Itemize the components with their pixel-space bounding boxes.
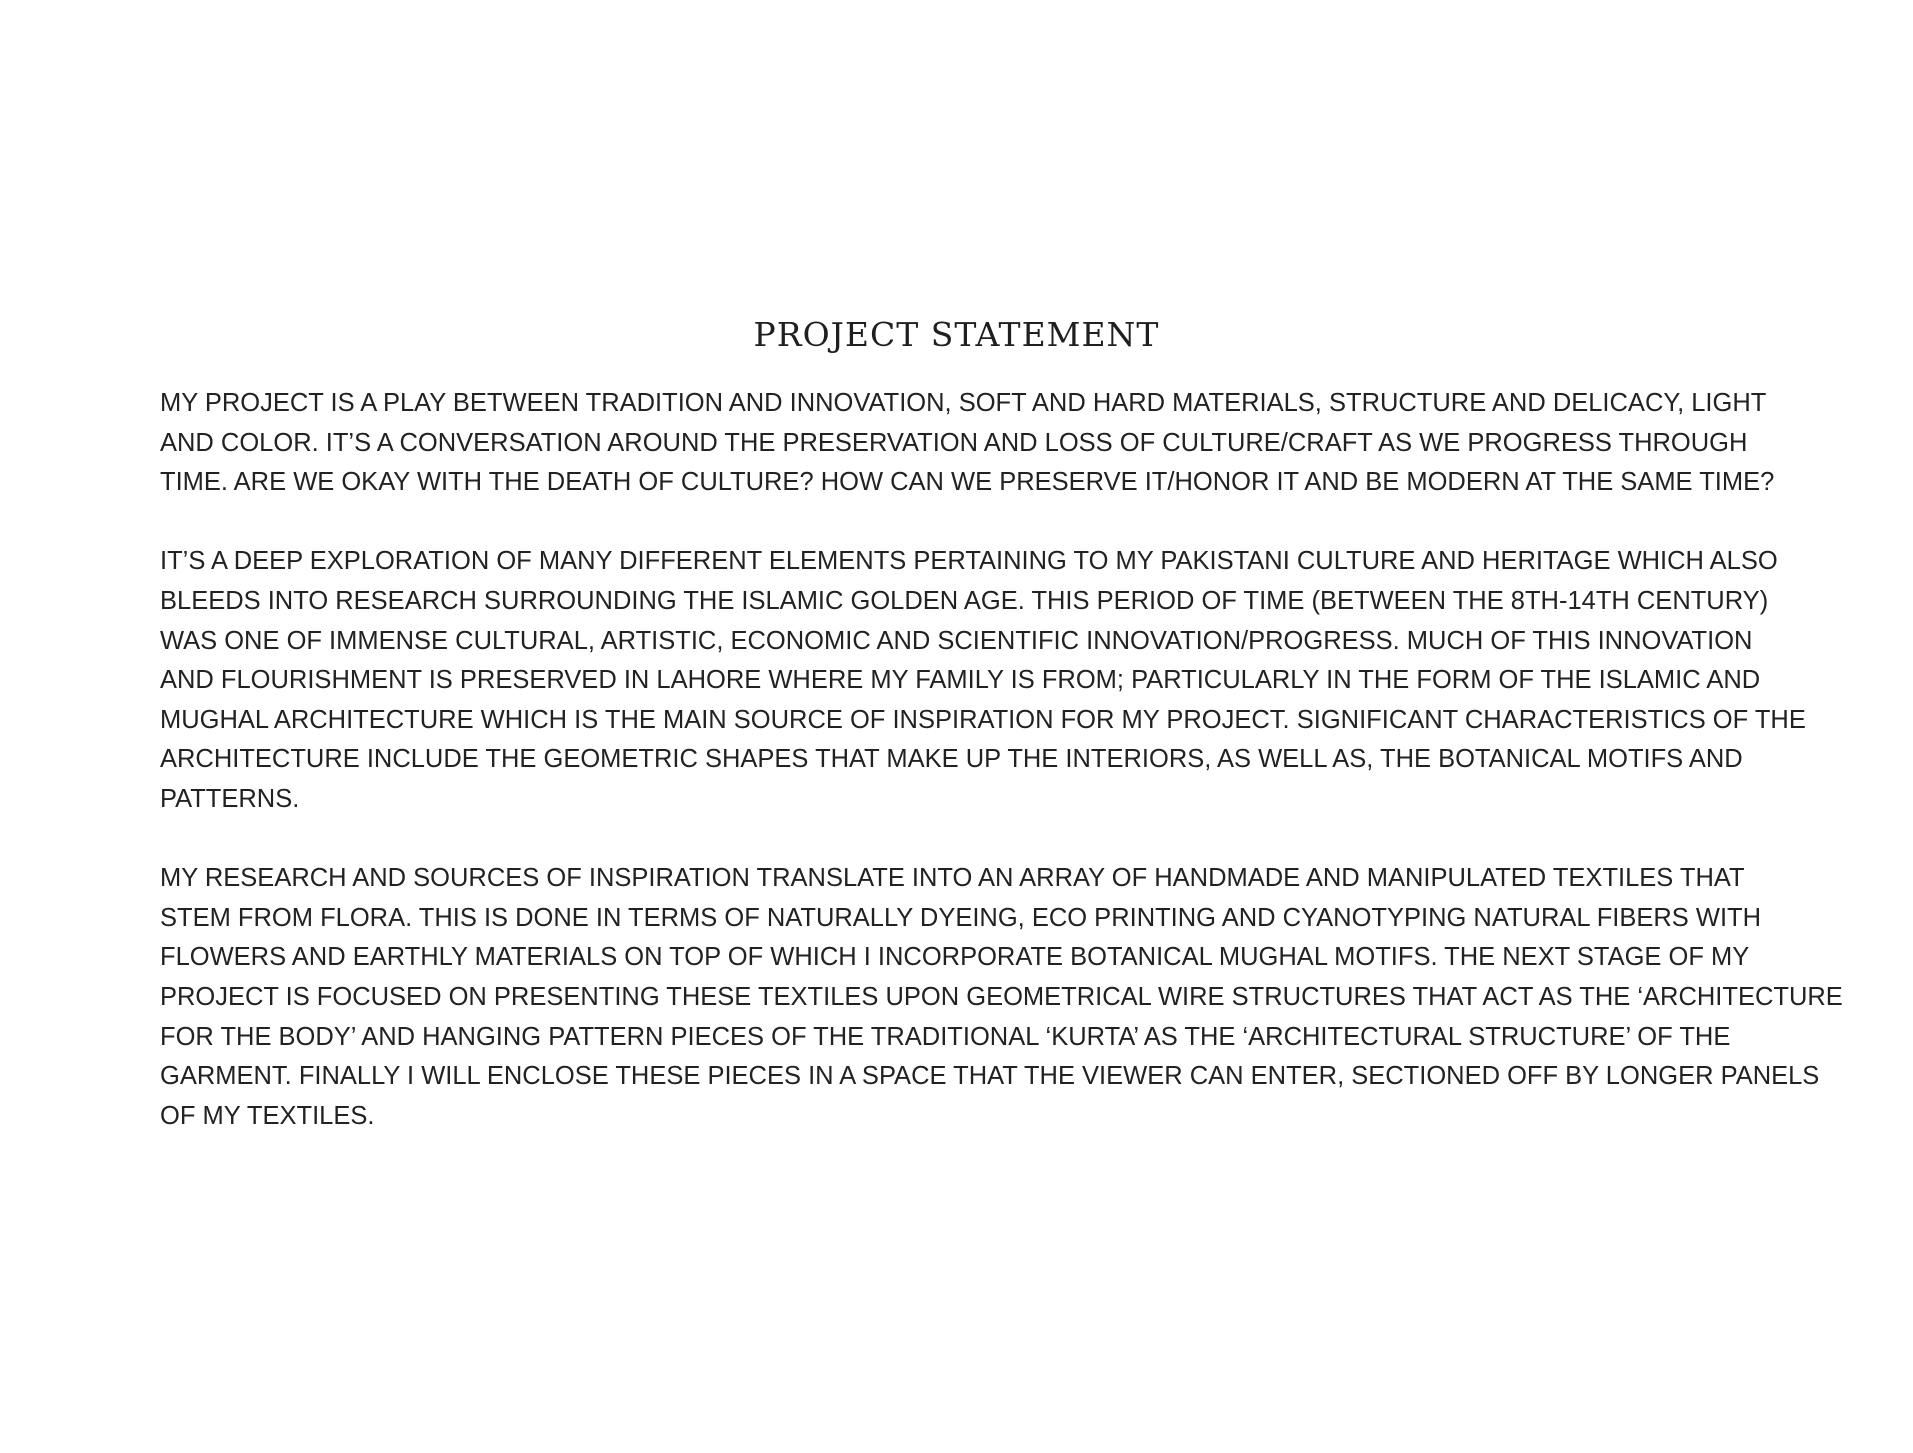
text-line: WAS ONE OF IMMENSE CULTURAL, ARTISTIC, ECONOMIC AND SCIENTIFIC INNOVATION/PROGRESS. MUCH OF THIS INNOVATION bbox=[160, 626, 1753, 655]
text-line: FLOWERS AND EARTHLY MATERIALS ON TOP OF WHICH I INCORPORATE BOTANICAL MUGHAL MOTIFS. THE NEXT STAGE OF MY bbox=[160, 943, 1750, 972]
page-title: PROJECT STATEMENT bbox=[753, 315, 1160, 354]
text-line: PATTERNS. bbox=[160, 784, 300, 813]
text-line: OF MY TEXTILES. bbox=[160, 1101, 375, 1130]
text-line: FOR THE BODY’ AND HANGING PATTERN PIECES OF THE TRADITIONAL ‘KURTA’ AS THE ‘ARCHITECTURAL STRUCTURE’ OF THE bbox=[160, 1022, 1731, 1051]
paragraph-2 bbox=[160, 542, 1840, 819]
text-line: AND FLOURISHMENT IS PRESERVED IN LAHORE WHERE MY FAMILY IS FROM; PARTICULARLY IN THE FORM OF THE ISLAMIC AND bbox=[160, 666, 1761, 695]
paragraph-1 bbox=[160, 384, 1840, 503]
text-line: TIME. ARE WE OKAY WITH THE DEATH OF CULTURE? HOW CAN WE PRESERVE IT/HONOR IT AND BE MODERN AT THE SAME TIME? bbox=[160, 468, 1775, 497]
text-line: BLEEDS INTO RESEARCH SURROUNDING THE ISLAMIC GOLDEN AGE. THIS PERIOD OF TIME (BETWEEN THE 8TH-14TH CENTURY) bbox=[160, 586, 1769, 615]
text-line: IT’S A DEEP EXPLORATION OF MANY DIFFERENT ELEMENTS PERTAINING TO MY PAKISTANI CULTURE AND HERITAGE WHICH ALSO bbox=[160, 547, 1778, 576]
text-line: STEM FROM FLORA. THIS IS DONE IN TERMS OF NATURALLY DYEING, ECO PRINTING AND CYANOTYPING NATURAL FIBERS WITH bbox=[160, 903, 1762, 932]
text-line: PROJECT IS FOCUSED ON PRESENTING THESE TEXTILES UPON GEOMETRICAL WIRE STRUCTURES THAT ACT AS THE ‘ARCHITECTURE bbox=[160, 982, 1843, 1011]
text-line: MUGHAL ARCHITECTURE WHICH IS THE MAIN SOURCE OF INSPIRATION FOR MY PROJECT. SIGNIFICANT CHARACTERISTICS OF THE bbox=[160, 705, 1806, 734]
text-line: MY RESEARCH AND SOURCES OF INSPIRATION TRANSLATE INTO AN ARRAY OF HANDMADE AND MANIPULATED TEXTILES THAT bbox=[160, 864, 1745, 893]
statement-body bbox=[160, 384, 1843, 1176]
text-line: AND COLOR. IT’S A CONVERSATION AROUND THE PRESERVATION AND LOSS OF CULTURE/CRAFT AS WE PROGRESS THROUGH bbox=[160, 428, 1748, 457]
text-line: GARMENT. FINALLY I WILL ENCLOSE THESE PIECES IN A SPACE THAT THE VIEWER CAN ENTER, SECTIONED OFF BY LONGER PANELS bbox=[160, 1062, 1820, 1091]
paragraph-3 bbox=[160, 859, 1843, 1136]
text-line: ARCHITECTURE INCLUDE THE GEOMETRIC SHAPES THAT MAKE UP THE INTERIORS, AS WELL AS, THE BOTANICAL MOTIFS AND bbox=[160, 745, 1743, 774]
text-line: MY PROJECT IS A PLAY BETWEEN TRADITION AND INNOVATION, SOFT AND HARD MATERIALS, STRUCTURE AND DELICACY, LIGHT bbox=[160, 389, 1767, 417]
